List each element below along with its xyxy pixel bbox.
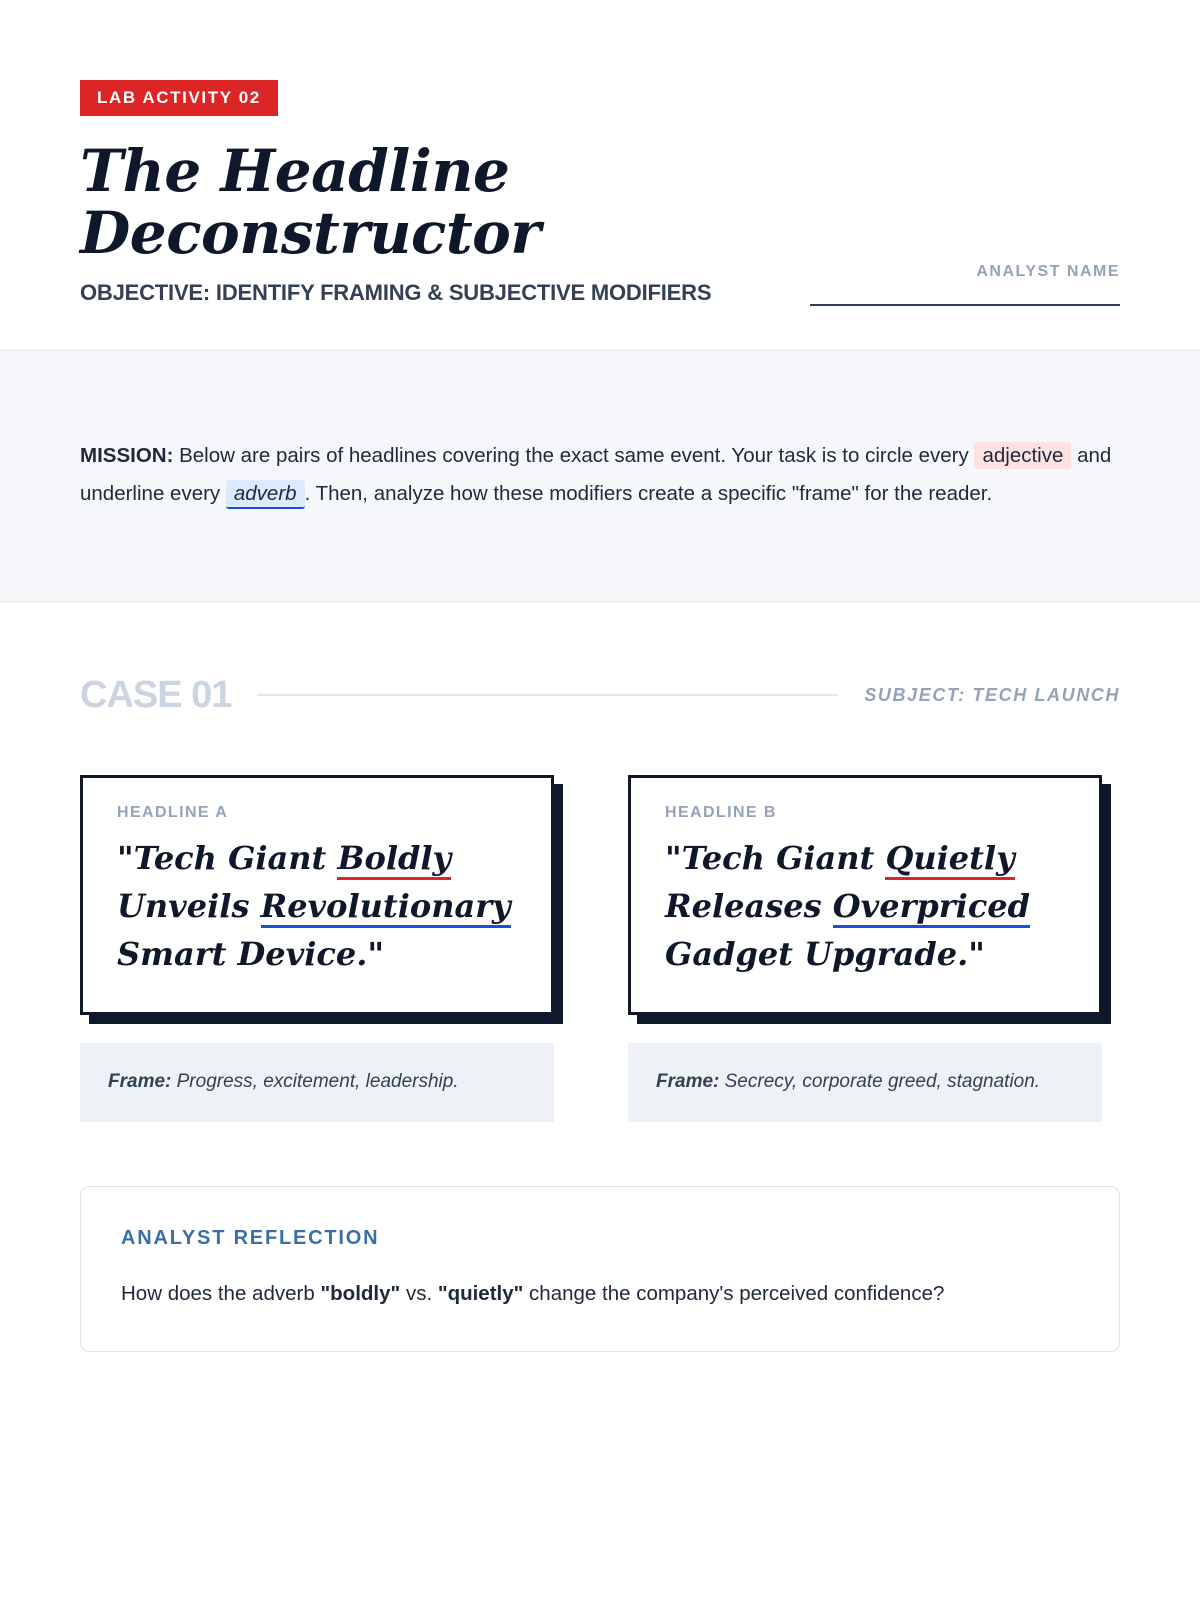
- frame-a-text: Progress, excitement, leadership.: [171, 1070, 459, 1092]
- headline-segment: Unveils: [117, 886, 261, 925]
- analyst-reflection-panel: [80, 1186, 1120, 1352]
- reflection-question: [121, 1278, 1079, 1311]
- mission-text-2: and underline every: [80, 444, 1112, 506]
- reflection-q-part-3: change the company's perceived confidence?: [523, 1282, 945, 1306]
- case-subject: SUBJECT: TECH LAUNCH: [864, 684, 1120, 705]
- case-divider: [257, 694, 838, 696]
- reflection-q-bold-1: "boldly": [320, 1282, 401, 1306]
- adjective-underline: Revolutionary: [261, 887, 511, 928]
- objective-text: OBJECTIVE: IDENTIFY FRAMING & SUBJECTIVE MODIFIERS: [80, 280, 712, 306]
- case-header: [80, 674, 1120, 717]
- frame-b-text: Secrecy, corporate greed, stagnation.: [719, 1070, 1041, 1092]
- adverb-underline: Quietly: [885, 839, 1014, 880]
- reflection-q-part-2: vs.: [400, 1282, 438, 1306]
- headline-segment: Releases: [665, 886, 833, 925]
- mission-text-3: . Then, analyze how these modifiers create a specific "frame" for the reader.: [304, 482, 993, 506]
- reflection-q-part-1: How does the adverb: [121, 1282, 321, 1306]
- adjective-chip: adjective: [974, 442, 1071, 469]
- headline-segment: Smart Device.": [117, 934, 384, 973]
- analyst-name-block: [810, 263, 1120, 306]
- frame-box-b: [628, 1043, 1102, 1122]
- headline-card-b[interactable]: [628, 775, 1102, 1015]
- frame-a-label: Frame:: [108, 1070, 172, 1092]
- analyst-name-label: ANALYST NAME: [976, 263, 1120, 281]
- lab-activity-badge: LAB ACTIVITY 02: [80, 80, 278, 116]
- mission-text-1: Below are pairs of headlines covering the exact same event. Your task is to circle every: [173, 444, 975, 468]
- headline-card-a[interactable]: [80, 775, 554, 1015]
- frame-b-label: Frame:: [656, 1070, 720, 1092]
- headline-column-a: [80, 775, 554, 1122]
- headline-segment: "Tech Giant: [665, 838, 886, 877]
- page-header: [0, 0, 1200, 350]
- mission-panel: [0, 351, 1200, 602]
- reflection-title: ANALYST REFLECTION: [121, 1227, 380, 1250]
- mission-text: [80, 437, 1120, 513]
- headline-cards: [80, 775, 1120, 1122]
- page-title: The Headline Deconstructor: [80, 137, 541, 268]
- adverb-underline: Boldly: [337, 839, 451, 880]
- adverb-chip: adverb: [226, 480, 305, 509]
- frame-box-a: [80, 1043, 554, 1122]
- headline-b-label: HEADLINE B: [665, 803, 777, 821]
- mission-label: MISSION:: [80, 444, 174, 468]
- headline-segment: "Tech Giant: [117, 838, 338, 877]
- case-section: [0, 602, 1200, 1122]
- case-number: CASE 01: [80, 673, 232, 716]
- headline-column-b: [628, 775, 1102, 1122]
- headline-a-label: HEADLINE A: [117, 803, 229, 821]
- reflection-q-bold-2: "quietly": [437, 1282, 524, 1306]
- headline-segment: Gadget Upgrade.": [665, 934, 985, 973]
- analyst-name-input[interactable]: [810, 303, 1120, 306]
- headline-b-text: [665, 834, 1065, 978]
- adjective-underline: Overpriced: [833, 887, 1030, 928]
- headline-a-text: [117, 834, 517, 978]
